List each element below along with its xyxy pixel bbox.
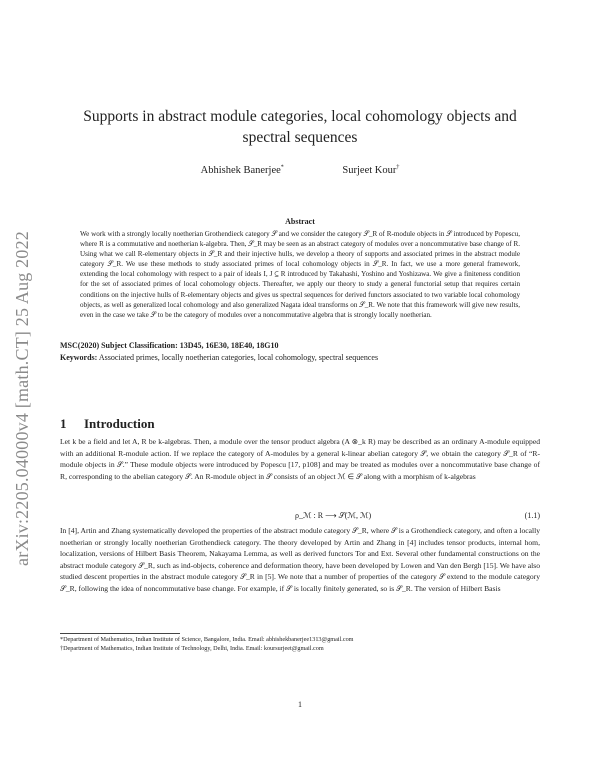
authors — [60, 164, 540, 176]
msc-line — [60, 340, 540, 352]
author-2-name: Surjeet Kour — [342, 164, 397, 176]
msc-value: 13D45, 16E30, 18E40, 18G10 — [179, 341, 279, 350]
page-number: 1 — [298, 700, 302, 709]
msc-label: MSC(2020) Subject Classification: — [60, 341, 178, 350]
footnote-1: *Department of Mathematics, Indian Institute of Science, Bangalore, India. Email: abhishekbanerjee1313@gmail.com — [60, 636, 354, 643]
author-2-mark: † — [396, 164, 400, 170]
intro-paragraph-1: Let k be a field and let A, R be k-algebras. Then, a module over the tensor product algebra (A ⊗_k R) may be described as an ordinary A-module equipped with an additional R-module action. If we replace the category of A-modules by a general k-linear abelian category 𝒮, we obtain the category 𝒮_R of “R-module objects in 𝒮.” These module objects were introduced by Popescu [17, p108] and may be treated as modules over a noncommutative base change of R, corresponding to the abelian category 𝒮. An R-module object in 𝒮 consists of an object ℳ ∈ 𝒮 along with a morphism of k-algebras — [60, 437, 540, 481]
arxiv-stamp: arXiv:2205.04000v4 [math.CT] 25 Aug 2022 — [12, 231, 32, 566]
equation-expression: ρ_ℳ : R ⟶ 𝒮(ℳ, ℳ) — [295, 511, 372, 520]
author-2 — [342, 165, 399, 176]
intro-paragraph-2: In [4], Artin and Zhang systematically developed the properties of the abstract module category 𝒮_R, where 𝒮 is a Grothendieck category, and often a locally noetherian or strongly locally noetherian Grothendieck category. The theory developed by Artin and Zhang in [4] includes tensor products, internal hom, localization, versions of Hilbert Basis Theorem, Nakayama Lemma, as well as derived functors Tor and Ext. Several other fundamental constructions on the abstract module category 𝒮_R, such as ind-objects, coherence and deformation theory, have been developed by Lowen and Van den Bergh [15]. We have also studied descent properties in the abstract module category 𝒮_R in [5]. We note that a number of properties of the category 𝒮 extend to the module category 𝒮_R, following the idea of noncommutative base change. For example, if 𝒮 is locally finitely generated, so is 𝒮_R. The version of Hilbert Basis — [60, 526, 541, 593]
equation-number: (1.1) — [524, 511, 540, 520]
abstract-text: We work with a strongly locally noetherian Grothendieck category 𝒮 and we consider the category 𝒮_R of R-module objects in 𝒮 introduced by Popescu, where R is a commutative and noetherian k-algebra. Then, 𝒮_R may be seen as an abstract category of modules over a noncommutative base change of R. Using what we call R-elementary objects in 𝒮_R and their injective hulls, we develop a theory of supports and associated primes in the abstract module category 𝒮_R. We use these methods to study associated primes of local cohomology objects in 𝒮_R. In fact, we use a more general framework, extending the local cohomology with respect to a pair of ideals I, J ⊆ R introduced by Takahashi, Yoshino and Yoshizawa. We give a finiteness condition for the set of associated primes of local cohomology objects. Thereafter, we apply our theory to study a general functorial setup that requires certain conditions on the injective hulls of R-elementary objects and gives us spectral sequences for derived functors associated to two variable local cohomology objects, as well as generalized local cohomology and also generalized Nagata ideal transforms on 𝒮_R. We note that this framework will give new results, even in the case we take 𝒮 to be the category of modules over a noncommutative algebra that is strongly locally noetherian. — [80, 230, 520, 319]
keywords-label: Keywords: — [60, 353, 98, 362]
section-heading — [60, 416, 540, 432]
keywords-value: Associated primes, locally noetherian categories, local cohomology, spectral sequences — [98, 353, 379, 362]
equation-1-1 — [60, 511, 540, 523]
keywords-line — [60, 352, 540, 364]
section-title: Introduction — [84, 416, 155, 431]
author-1 — [201, 165, 284, 176]
paper-title: Supports in abstract module categories, local cohomology objects and spectral sequences — [83, 108, 517, 146]
author-1-mark: * — [280, 164, 284, 170]
abstract-heading: Abstract — [285, 217, 315, 226]
footnote-rule — [60, 633, 180, 634]
footnote-2: †Department of Mathematics, Indian Institute of Technology, Delhi, India. Email: koursurjeet@gmail.com — [60, 645, 324, 652]
author-1-name: Abhishek Banerjee — [200, 164, 281, 176]
classification-block — [60, 340, 540, 364]
section-number: 1 — [60, 416, 67, 431]
